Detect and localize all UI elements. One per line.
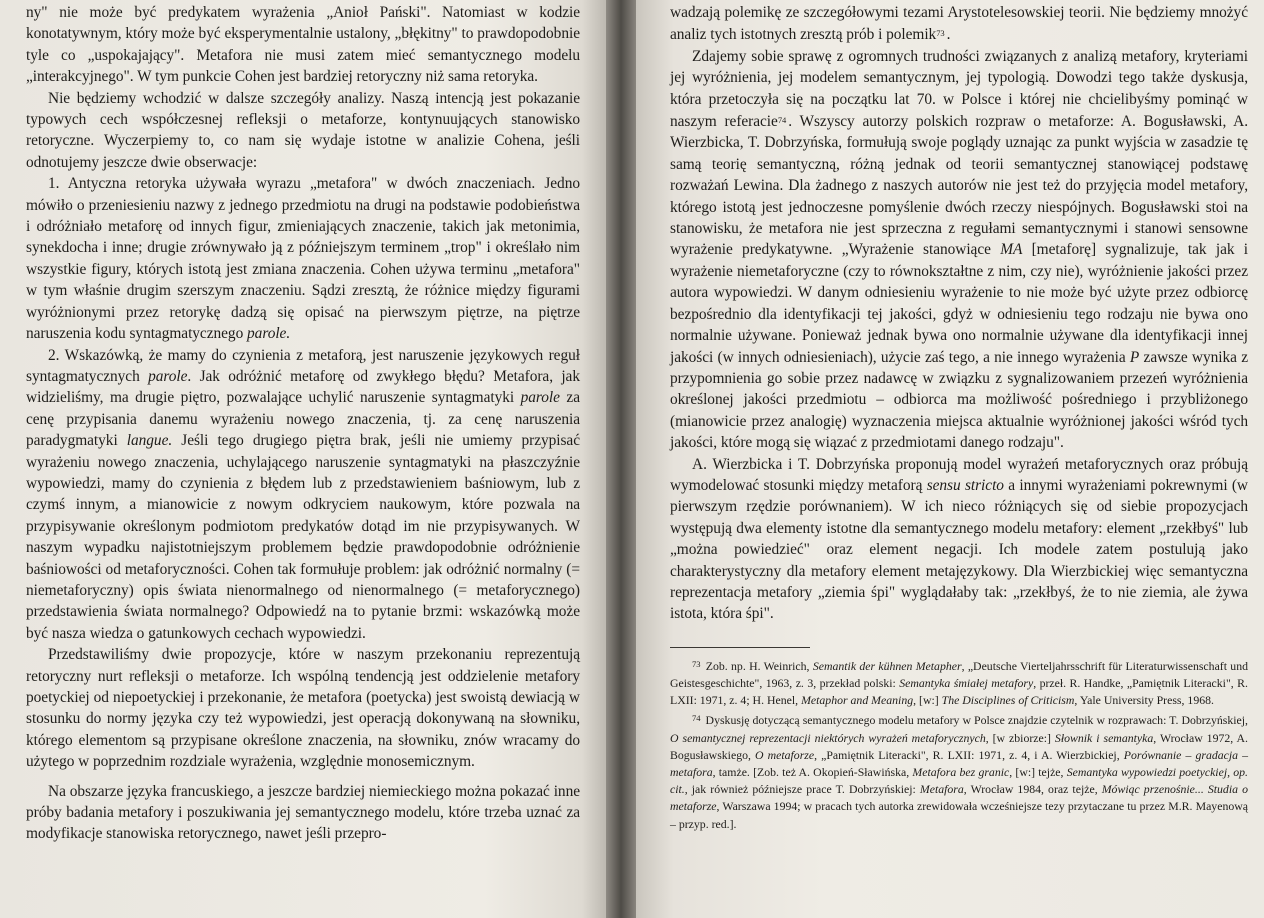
footnote-ref: 74 <box>777 115 787 126</box>
footnotes <box>670 656 1248 833</box>
footnote-number: 74 <box>692 713 701 724</box>
left-page <box>0 0 606 918</box>
book-gutter <box>606 0 636 918</box>
footnote-ref: 73 <box>936 28 945 39</box>
paragraph: Zdajemy sobie sprawę z ogromnych trudności związanych z analizą metafory, kryteriami jej wyróżnienia, jej modelem semantycznym, jej typologią. Dowodzi tego także dyskusja, która przetoczyła się na początku lat 70. w Polsce i której nie chcielibyśmy pominąć w naszym referacie$^{74}$ . Wszyscy autorzy polskich rozpraw o metaforze: A. Bogusławski, A. Wierzbicka, T. Dobrzyńska, formułują swoje poglądy uznając za punkt wyjścia w zasadzie tę samą teorię semantyczną, różną jednak od teorii semantycznej stanowiącej podstawę rozważań Lewina. Dla żadnego z naszych autorów nie jest też do przyjęcia model metafory, którego istotą jest jednoczesne pomyślenie dwóch rzeczy niespójnych. Bogusławski stoi na stanowisku, że metafora nie jest sprzeczna z regułami semantycznymi i stanowi sensowne wyrażenie predykatywne. „Wyrażenie stanowiące MA [metaforę] sygnalizuje, tak jak i wyrażenie niemetaforyczne (czy to równokształtne z nim, czy nie), wyróżnienie jakości przez autora wypowiedzi. W danym odniesieniu wyrażenie to nie może być użyte przez odbiorcę bezpośrednio dla identyfikacji tej jakości, gdyż w odniesieniu tego rodzaju nie bywa ono normalnie używane. Ponieważ jednak bywa ono normalnie używane dla identyfikacji innej jakości (w innych odniesieniach), użycie zaś tego, a nie innego wyrażenia P zawsze wynika z przypomnienia go sobie przez nadawcę w związku z sygnalizowaniem przezeń wyróżnienia określonej jakości przedmiotu – odbiorca ma możliwość pośredniego i przybliżonego (mianowicie przez analogię) wyznaczenia miejsca aktualnie wyróżnionej jakości wśród tych jakości, które mogą się wiązać z przedmiotami danego rodzaju". <box>670 47 1249 452</box>
paragraph: Nie będziemy wchodzić w dalsze szczegóły analizy. Naszą intencją jest pokazanie typowych cech współczesnej refleksji o metaforze, kontynuujących stanowisko retoryczne. Wyczerpiemy to, co nam się wydaje istotne w analizie Cohena, jeśli odnotujemy jeszcze dwie obserwacje: <box>26 89 580 171</box>
footnote-73: $^{73}$ Zob. np. H. Weinrich, Semantik der kühnen Metapher, „Deutsche Vierteljahrsschrift für Literaturwissenschaft und Geistesgeschichte", 1963, z. 3, przekład polski: Semantyka śmiałej metafory, przeł. R. Handke, „Pamiętnik Literacki", R. LXII: 1971, z. 4; H. Henel, Metaphor and Meaning, [w:] The Disciplines of Criticism, Yale University Press, 1968. <box>670 658 1248 708</box>
paragraph: ny" nie może być predykatem wyrażenia „Anioł Pański". Natomiast w kodzie konotatywnym, który może być eksperymentalnie ustalony, „błękitny" to prawdopodobnie tyle co „uspokajający". Metafora nie musi zatem mieć semantycznego modelu „interakcyjnego". W tym punkcie Cohen jest bardziej retoryczny niż sama retoryka. <box>26 4 580 86</box>
paragraph: wadzają polemikę ze szczegółowymi tezami Arystotelesowskiej teorii. Nie będziemy mnożyć analiz tych istotnych zresztą prób i polemik$^{73}$ . <box>670 4 1248 44</box>
right-page <box>636 0 1264 918</box>
footnote-74: $^{74}$ Dyskusję dotyczącą semantycznego modelu metafory w Polsce znajdzie czytelnik w rozprawach: T. Dobrzyńskiej, O semantycznej reprezentacji niektórych wyrażeń metaforycznych, [w zbiorze:] Słownik i semantyka, Wrocław 1972, A. Bogusławskiego, O metaforze, „Pamiętnik Literacki", R. LXII: 1971, z. 4, i A. Wierzbickiej, Porównanie – gradacja – metafora, tamże. [Zob. też A. Okopień-Sławińska, Metafora bez granic, [w:] tejże, Semantyka wypowiedzi poetyckiej, op. cit., jak również późniejsze prace T. Dobrzyńskiej: Metafora, Wrocław 1984, oraz tejże, Mówiąc przenośnie... Studia o metaforze, Warszawa 1994; w pracach tych autorka zrewidowała wcześniejsze tezy przytaczane tu przez M.R. Mayenową – przyp. red.]. <box>670 713 1249 831</box>
footnote-divider <box>670 647 810 648</box>
paragraph: 1. Antyczna retoryka używała wyrazu „metafora" w dwóch znaczeniach. Jedno mówiło o przeniesieniu nazwy z jednego przedmiotu na drugi na podstawie podobieństwa i odróżniało metaforę od innych figur, zmieniających znaczenie, takich jak metonimia, synekdocha i inne; drugie zrównywało ją z późniejszym terminem „trop" i określało nim wszystkie figury, których istotą jest zmiana znaczenia. Cohen używa terminu „metafora" w tym właśnie drugim szerszym znaczeniu. Sądzi zresztą, że różnice między figurami wyróżnionymi przez retorykę dadzą się opisać na pierwszym piętrze, na piętrze naruszenia kodu syntagmatycznego parole. <box>26 175 580 343</box>
paragraph: Przedstawiliśmy dwie propozycje, które w naszym przekonaniu reprezentują retoryczny nurt refleksji o metaforze. Ich wspólną tendencją jest oddzielenie metafory poetyckiej od niepoetyckiej i przekonanie, że metafora (poetycka) jest swoistą dewiacją w stosunku do normy języka czy też wypowiedzi, jest operacją dokonywaną na słowniku, którego elementom są przypisane określone znaczenia, na słowniku, znów wracamy do użytego w poprzednim rozdziale wyrażenia, względnie monosemicznym. <box>26 646 580 771</box>
footnote-number: 73 <box>692 658 701 669</box>
right-page-body <box>670 2 1248 625</box>
paragraph: A. Wierzbicka i T. Dobrzyńska proponują model wyrażeń metaforycznych oraz próbują wymodelować stosunki między metaforą sensu stricto a innymi wyrażeniami pokrewnymi (w pierwszym rzędzie porównaniem). W ich nieco różniących się od siebie propozycjach występują dwa elementy istotne dla semantycznego modelu metafory: element „rzekłbyś" lub „można powiedzieć" oraz element negacji. Ich modele zatem postulują jako charakterystyczny dla metafory element metajęzykowy. Dla Wierzbickiej więc semantyczna reprezentacja metafory „ziemia śpi" wyglądałaby tak: „rzekłbyś, że to nie ziemia, ale żywa istota, która śpi". <box>670 455 1249 623</box>
paragraph: 2. Wskazówką, że mamy do czynienia z metaforą, jest naruszenie językowych reguł syntagmatycznych parole. Jak odróżnić metaforę od zwykłego błędu? Metafora, jak widzieliśmy, ma drugie piętro, pozwalające uchylić naruszenie syntagmatyki parole za cenę przypisania danemu wyrażeniu nowego znaczenia, tj. za cenę naruszenia paradygmatyki langue. Jeśli tego drugiego piętra brak, jeśli nie umiemy przypisać wyrażeniu nowego znaczenia, uchylającego naruszenie syntagmatyki na płaszczyźnie wypowiedzi, mamy do czynienia z błędem lub z przedstawieniem baśniowym, lub z czymś innym, a mianowicie z nowym odkryciem naukowym, które pozwala na przypisywanie określonym podmiotom predykatów dotąd im nie przypisywanych. W naszym wypadku najistotniejszym problemem będzie prawdopodobnie odróżnienie baśniowości od metaforyczności. Cohen tak formułuje problem: jak odróżnić normalny (= niemetaforyczny) opis świata nienormalnego od nienormalnego (= metaforycznego) przedstawienia świata normalnego? Odpowiedź na to pytanie brzmi: wskazówką może być nasza wiedza o gatunkowych cechach wypowiedzi. <box>26 346 580 642</box>
left-page-body <box>26 2 580 845</box>
paragraph: Na obszarze języka francuskiego, a jeszcze bardziej niemieckiego można pokazać inne próby badania metafory i poszukiwania jej semantycznego modelu, które trzeba uznać za modyfikacje stanowiska retorycznego, nawet jeśli przepro- <box>26 782 580 843</box>
